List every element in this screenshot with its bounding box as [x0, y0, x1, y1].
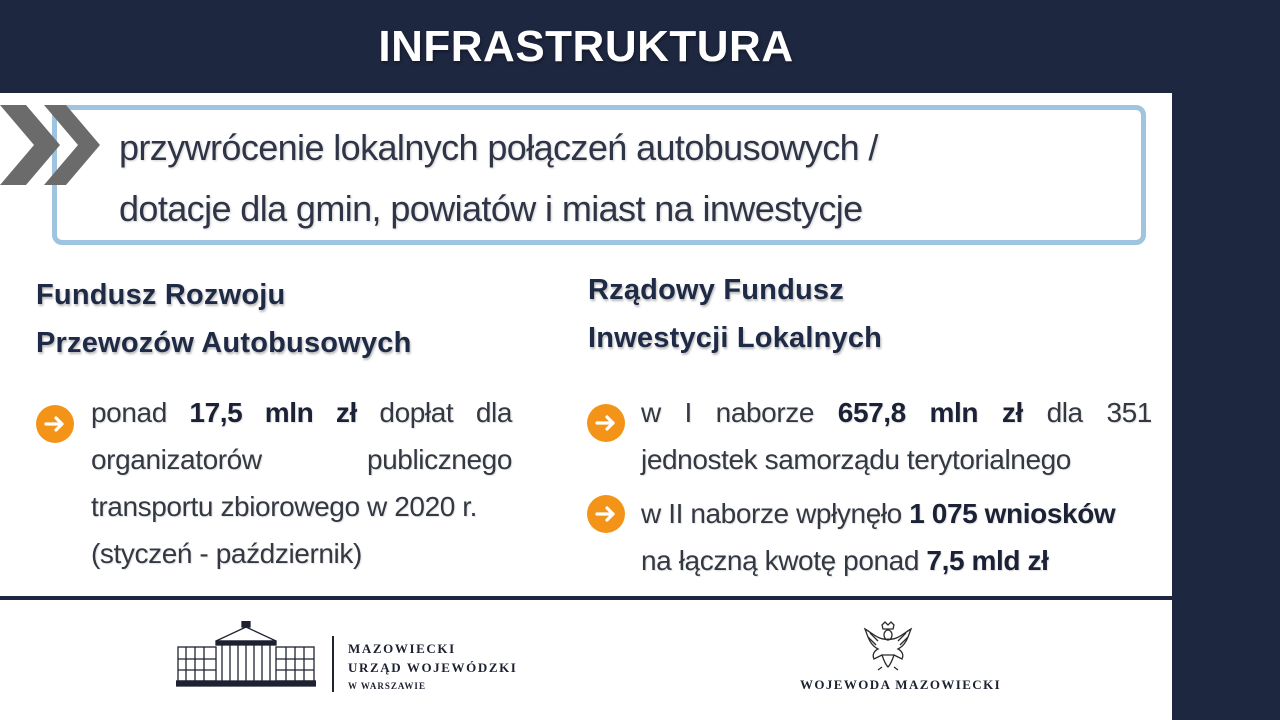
- building-logo-icon: [176, 621, 316, 691]
- subtitle-box: [52, 105, 1146, 245]
- logo-text-voivode: WOJEWODA MAZOWIECKI: [800, 677, 1002, 692]
- arrow-right-icon: [587, 404, 625, 442]
- page-title: INFRASTRUKTURA: [378, 22, 794, 71]
- subtitle-line-2: dotacje dla gmin, powiatów i miast na inwestycje: [119, 188, 863, 229]
- subtitle-line-1: przywrócenie lokalnych połączeń autobusowych /: [119, 127, 878, 168]
- right-column-title: Rządowy Fundusz Inwestycji Lokalnych: [588, 274, 883, 354]
- double-chevron-icon: [0, 105, 100, 185]
- footer-divider: [0, 596, 1172, 600]
- logo-text-line-3: W WARSZAWIE: [348, 681, 426, 691]
- left-column-title: Fundusz Rozwoju Przewozów Autobusowych: [36, 279, 412, 359]
- arrow-right-icon: [36, 405, 74, 443]
- right-bullet-2-text: w II naborze wpłynęło 1 075 wniosków na łączną kwotę ponad 7,5 mld zł: [641, 498, 1116, 576]
- logo-text-line-2: URZĄD WOJEWÓDZKI: [348, 660, 518, 675]
- arrow-right-icon: [587, 495, 625, 533]
- left-bullet-text: ponad 17,5 mln zł dopłat dla organizatorów publicznego transportu zbiorowego w 2020 r. (styczeń - październik): [91, 397, 512, 569]
- eagle-emblem-icon: [862, 621, 914, 671]
- content-panel: [0, 93, 1172, 720]
- logo-text-line-1: MAZOWIECKI: [348, 641, 456, 656]
- right-bullet-1-text: w I naborze 657,8 mln zł dla 351 jednostek samorządu terytorialnego: [641, 397, 1152, 475]
- logo-separator: [332, 636, 334, 692]
